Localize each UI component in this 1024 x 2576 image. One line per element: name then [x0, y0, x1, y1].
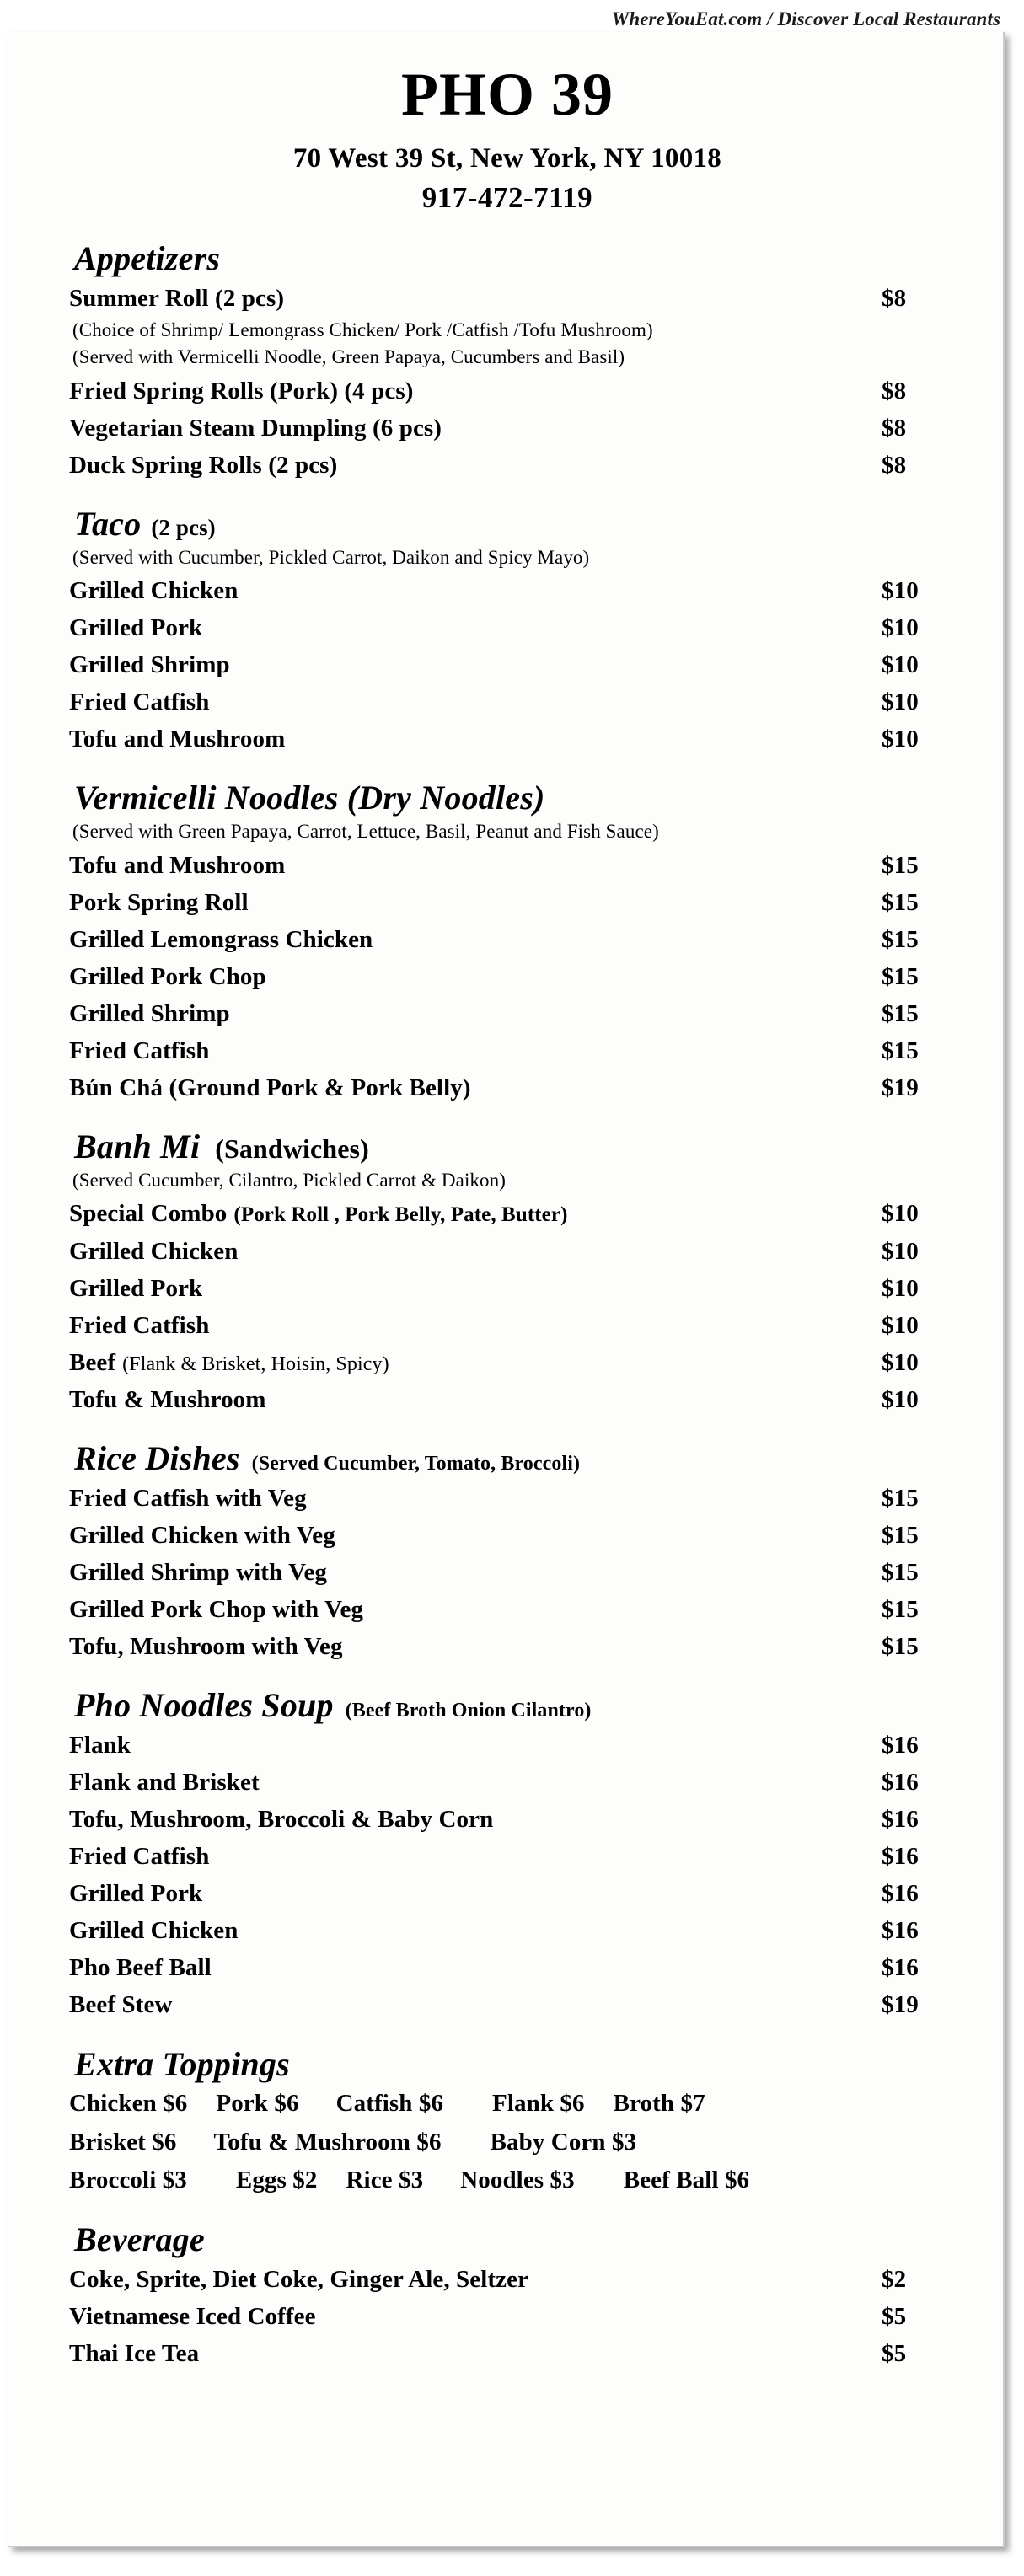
section-rice-dishes — [69, 1440, 971, 1665]
section-header — [74, 506, 971, 544]
menu-item-name: Grilled Chicken — [69, 1917, 239, 1945]
menu-item-price: $8 — [882, 451, 907, 479]
menu-item-row — [69, 1838, 971, 1875]
menu-item-row — [69, 1764, 971, 1801]
menu-item-row — [69, 847, 971, 884]
menu-item-name: Pork Spring Roll — [69, 888, 249, 916]
topping-item: Eggs $2 — [235, 2166, 318, 2193]
menu-item-price: $10 — [882, 688, 919, 716]
section-pho-noodles-soup — [69, 1687, 971, 2023]
menu-item-price: $10 — [882, 651, 919, 679]
menu-item-row — [69, 1949, 971, 1986]
menu-item-row — [69, 958, 971, 995]
menu-item-price: $15 — [882, 1595, 919, 1623]
section-title: Beverage — [74, 2220, 205, 2258]
menu-item-name: Bún Chá (Ground Pork & Pork Belly) — [69, 1074, 471, 1102]
menu-item-row — [69, 1307, 971, 1344]
menu-item-price: $16 — [882, 1768, 919, 1796]
menu-item-price: $16 — [882, 1917, 919, 1945]
menu-item-price: $19 — [882, 1074, 919, 1102]
menu-item-name: Beef — [69, 1348, 116, 1376]
section-header — [74, 779, 971, 817]
menu-item-price: $10 — [882, 726, 919, 753]
menu-item-price: $10 — [882, 1274, 919, 1302]
section-title: Vermicelli Noodles (Dry Noodles) — [74, 779, 545, 817]
menu-item-row — [69, 572, 971, 609]
menu-item-name: Vegetarian Steam Dumpling (6 pcs) — [69, 414, 442, 442]
section-vermicelli-noodles-dry-noodles — [69, 779, 971, 1106]
menu-item-row — [69, 720, 971, 758]
menu-item-name: Fried Catfish — [69, 1843, 210, 1871]
menu-item-row — [69, 1480, 971, 1517]
menu-item-price: $8 — [882, 284, 907, 312]
topping-item: Brisket $6 — [69, 2128, 177, 2156]
menu-item-row — [69, 2261, 971, 2298]
menu-item-name: Grilled Pork — [69, 614, 203, 642]
menu-item-name: Fried Spring Rolls (Pork) (4 pcs) — [69, 377, 414, 404]
menu-item-price: $16 — [882, 1806, 919, 1834]
menu-item-row — [69, 410, 971, 447]
menu-item-row — [69, 921, 971, 958]
menu-item-row — [69, 1554, 971, 1591]
menu-item-row — [69, 1270, 971, 1307]
section-header-beverage — [74, 2221, 971, 2259]
menu-item-price: $10 — [882, 1348, 919, 1376]
menu-item-name: Grilled Pork Chop with Veg — [69, 1595, 364, 1623]
menu-item-price: $10 — [882, 1311, 919, 1339]
menu-item-row — [69, 1195, 971, 1232]
menu-item-price: $16 — [882, 1954, 919, 1982]
section-note: (Choice of Shrimp/ Lemongrass Chicken/ Pork /Catfish /Tofu Mushroom) — [72, 319, 653, 340]
section-title: Rice Dishes — [74, 1438, 240, 1477]
menu-item-price: $16 — [882, 1731, 919, 1759]
menu-item-name: Duck Spring Rolls (2 pcs) — [69, 451, 338, 479]
menu-item-name: Grilled Shrimp — [69, 651, 230, 679]
menu-item-price: $15 — [882, 999, 919, 1027]
topping-item: Tofu & Mushroom $6 — [213, 2128, 442, 2156]
topping-item: Catfish $6 — [335, 2090, 444, 2118]
menu-item-name: Coke, Sprite, Diet Coke, Ginger Ale, Seltzer — [69, 2265, 529, 2293]
section-beverage — [69, 2221, 971, 2372]
menu-item-row — [69, 280, 971, 317]
topping-item: Flank $6 — [492, 2090, 585, 2118]
menu-item-name: Tofu, Mushroom with Veg — [69, 1633, 343, 1660]
menu-item-price: $2 — [882, 2265, 907, 2293]
menu-item-name: Beef Stew — [69, 1991, 173, 2019]
menu-item-name: Grilled Chicken — [69, 1237, 239, 1265]
menu-item-row — [69, 1069, 971, 1106]
menu-item-name: Fried Catfish — [69, 1311, 210, 1339]
section-title: Banh Mi — [74, 1127, 201, 1166]
menu-item-price: $8 — [882, 377, 907, 404]
topping-row — [69, 2123, 971, 2161]
menu-item-row — [69, 1986, 971, 2023]
section-title: Pho Noodles Soup — [74, 1686, 334, 1725]
menu-page — [8, 32, 1005, 2547]
restaurant-name: PHO 39 — [401, 61, 614, 128]
menu-item-name: Grilled Shrimp with Veg — [69, 1558, 328, 1586]
menu-item-name: Summer Roll (2 pcs) — [69, 284, 285, 312]
menu-item-price: $10 — [882, 1385, 919, 1413]
menu-item-price: $15 — [882, 962, 919, 990]
topping-item: Pork $6 — [216, 2090, 299, 2118]
menu-item-price: $16 — [882, 1880, 919, 1908]
menu-item-row — [69, 995, 971, 1032]
menu-item-price: $15 — [882, 1558, 919, 1586]
section-subtitle: (2 pcs) — [151, 514, 216, 540]
menu-item-name: Flank — [69, 1731, 131, 1759]
menu-item-row — [69, 1344, 971, 1381]
menu-item-price: $15 — [882, 925, 919, 953]
menu-item-name: Thai Ice Tea — [69, 2339, 200, 2367]
section-note: (Served with Green Papaya, Carrot, Lettuce, Basil, Peanut and Fish Sauce) — [72, 821, 659, 843]
menu-item-row — [69, 646, 971, 683]
menu-item-row — [69, 2335, 971, 2372]
menu-item-price: $15 — [882, 1037, 919, 1065]
menu-item-qualifier: (Pork Roll , Pork Belly, Pate, Butter) — [233, 1203, 568, 1227]
topping-item: Broth $7 — [613, 2090, 705, 2118]
section-title: Appetizers — [74, 238, 221, 277]
menu-item-price: $8 — [882, 414, 907, 442]
watermark-bar — [0, 0, 1024, 34]
section-note: (Served with Vermicelli Noodle, Green Papaya, Cucumbers and Basil) — [72, 346, 625, 368]
menu-item-price: $15 — [882, 851, 919, 879]
section-header — [74, 240, 971, 278]
menu-item-row — [69, 1727, 971, 1764]
menu-item-name: Fried Catfish — [69, 1037, 210, 1065]
topping-item: Noodles $3 — [460, 2166, 575, 2193]
menu-item-price: $15 — [882, 888, 919, 916]
menu-item-name: Tofu and Mushroom — [69, 726, 286, 753]
topping-item: Chicken $6 — [69, 2090, 188, 2118]
menu-item-name: Grilled Shrimp — [69, 999, 230, 1027]
beverage-list — [69, 2261, 971, 2372]
section-appetizers — [69, 240, 971, 484]
topping-item: Broccoli $3 — [69, 2166, 187, 2193]
menu-item-qualifier: (Flank & Brisket, Hoisin, Spicy) — [122, 1352, 389, 1375]
menu-item-row — [69, 1801, 971, 1838]
menu-item-name: Grilled Lemongrass Chicken — [69, 925, 373, 953]
menu-item-row — [69, 1032, 971, 1069]
menu-item-row — [69, 2298, 971, 2335]
menu-item-price: $10 — [882, 1200, 919, 1228]
menu-item-row — [69, 609, 971, 646]
section-note: (Served Cucumber, Cilantro, Pickled Carrot & Daikon) — [72, 1169, 506, 1191]
menu-item-price: $16 — [882, 1843, 919, 1871]
menu-item-price: $5 — [882, 2339, 907, 2367]
menu-item-name: Flank and Brisket — [69, 1768, 260, 1796]
topping-row — [69, 2085, 971, 2123]
menu-item-row — [69, 1875, 971, 1912]
topping-row — [69, 2161, 971, 2199]
menu-item-price: $10 — [882, 1237, 919, 1265]
section-subtitle: (Served Cucumber, Tomato, Broccoli) — [251, 1452, 581, 1475]
section-taco — [69, 506, 971, 758]
menu-item-name: Grilled Pork Chop — [69, 962, 266, 990]
section-title: Extra Toppings — [74, 2044, 290, 2083]
section-title: Taco — [74, 504, 142, 543]
menu-item-name: Tofu & Mushroom — [69, 1385, 266, 1413]
menu-page-inner — [8, 61, 1003, 2372]
menu-sections — [69, 240, 971, 2024]
menu-item-row — [69, 1381, 971, 1418]
menu-item-name: Fried Catfish — [69, 688, 210, 716]
menu-item-name: Tofu, Mushroom, Broccoli & Baby Corn — [69, 1806, 494, 1834]
menu-item-name: Pho Beef Ball — [69, 1954, 212, 1982]
menu-item-row — [69, 1628, 971, 1665]
section-extra-toppings — [69, 2046, 971, 2200]
menu-item-name: Special Combo — [69, 1200, 228, 1228]
menu-item-name: Fried Catfish with Veg — [69, 1484, 307, 1512]
menu-item-name: Grilled Chicken — [69, 577, 239, 605]
topping-item: Baby Corn $3 — [490, 2128, 637, 2156]
menu-item-row — [69, 884, 971, 921]
section-note: (Served with Cucumber, Pickled Carrot, Daikon and Spicy Mayo) — [72, 546, 590, 568]
menu-item-name: Vietnamese Iced Coffee — [69, 2302, 316, 2330]
restaurant-address: 70 West 39 St, New York, NY 10018 — [292, 143, 722, 174]
section-header — [74, 1687, 971, 1725]
site-watermark: WhereYouEat.com / Discover Local Restaurants — [611, 8, 1000, 29]
menu-item-price: $15 — [882, 1521, 919, 1549]
menu-item-name: Tofu and Mushroom — [69, 851, 286, 879]
section-banh-mi — [69, 1128, 971, 1418]
section-subtitle: (Sandwiches) — [215, 1133, 369, 1165]
menu-item-row — [69, 683, 971, 720]
section-subtitle: (Beef Broth Onion Cilantro) — [345, 1700, 592, 1722]
menu-item-row — [69, 1591, 971, 1628]
menu-item-price: $19 — [882, 1991, 919, 2019]
menu-item-price: $5 — [882, 2302, 907, 2330]
menu-item-price: $10 — [882, 614, 919, 642]
menu-item-price: $15 — [882, 1633, 919, 1660]
menu-item-name: Grilled Pork — [69, 1274, 203, 1302]
menu-item-price: $10 — [882, 577, 919, 605]
section-header — [74, 1440, 971, 1478]
menu-item-name: Grilled Pork — [69, 1880, 203, 1908]
topping-item: Beef Ball $6 — [623, 2166, 750, 2193]
menu-item-price: $15 — [882, 1484, 919, 1512]
menu-item-row — [69, 372, 971, 410]
menu-item-row — [69, 447, 971, 484]
section-header — [74, 1128, 971, 1166]
restaurant-phone: 917-472-7119 — [421, 181, 593, 215]
menu-item-name: Grilled Chicken with Veg — [69, 1521, 335, 1549]
menu-item-row — [69, 1517, 971, 1554]
section-header-extra-toppings — [74, 2046, 971, 2084]
toppings-list — [69, 2085, 971, 2199]
topping-item: Rice $3 — [346, 2166, 424, 2193]
menu-item-row — [69, 1233, 971, 1270]
menu-item-row — [69, 1912, 971, 1949]
